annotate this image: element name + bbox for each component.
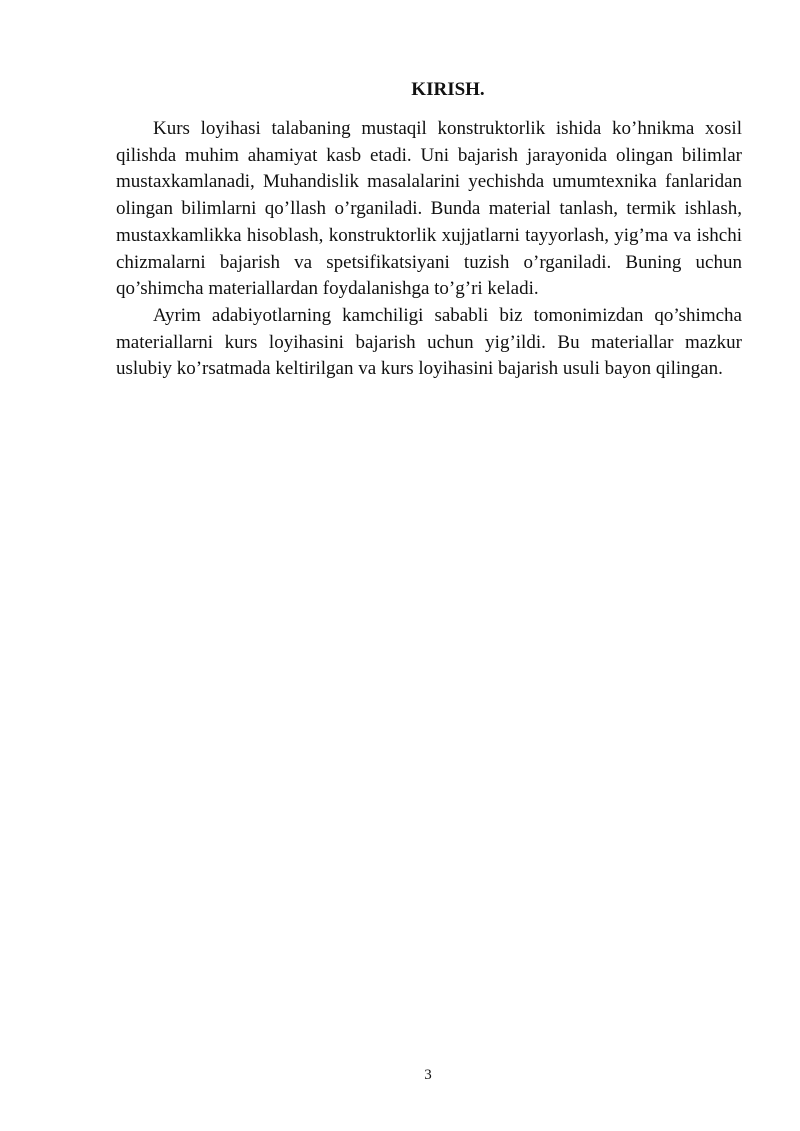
paragraph-2: Ayrim adabiyotlarning kamchiligi sababli biz tomonimizdan qo’shimcha materiallarni kurs loyihasini bajarish uchun yig’ildi. Bu materiallar mazkur uslubiy ko’rsatmada keltirilgan va kurs loyihasini bajarish usuli bayon qilingan. [116, 304, 742, 380]
page-number: 3 [424, 1067, 432, 1083]
section-heading: KIRISH. [411, 79, 485, 100]
paragraph-1: Kurs loyihasi talabaning mustaqil konstruktorlik ishida ko’hnikma xosil qilishda muhim ahamiyat kasb etadi. Uni bajarish jarayonida olingan bilimlar mustaxkamlanadi, Muhandislik masalalarini yechishda umumtexnika fanlaridan olingan bilimlarni qo’llash o’rganiladi. Bunda material tanlash, termik ishlash, mustaxkamlikka hisoblash, konstruktorlik xujjatlarni tayyorlash, yig’ma va ishchi chizmalarni bajarish va spetsifikatsiyani tuzish o’rganiladi. Buning uchun qo’shimcha materiallardan foydalanishga to’g’ri keladi. [116, 118, 742, 300]
body-text [116, 116, 742, 383]
